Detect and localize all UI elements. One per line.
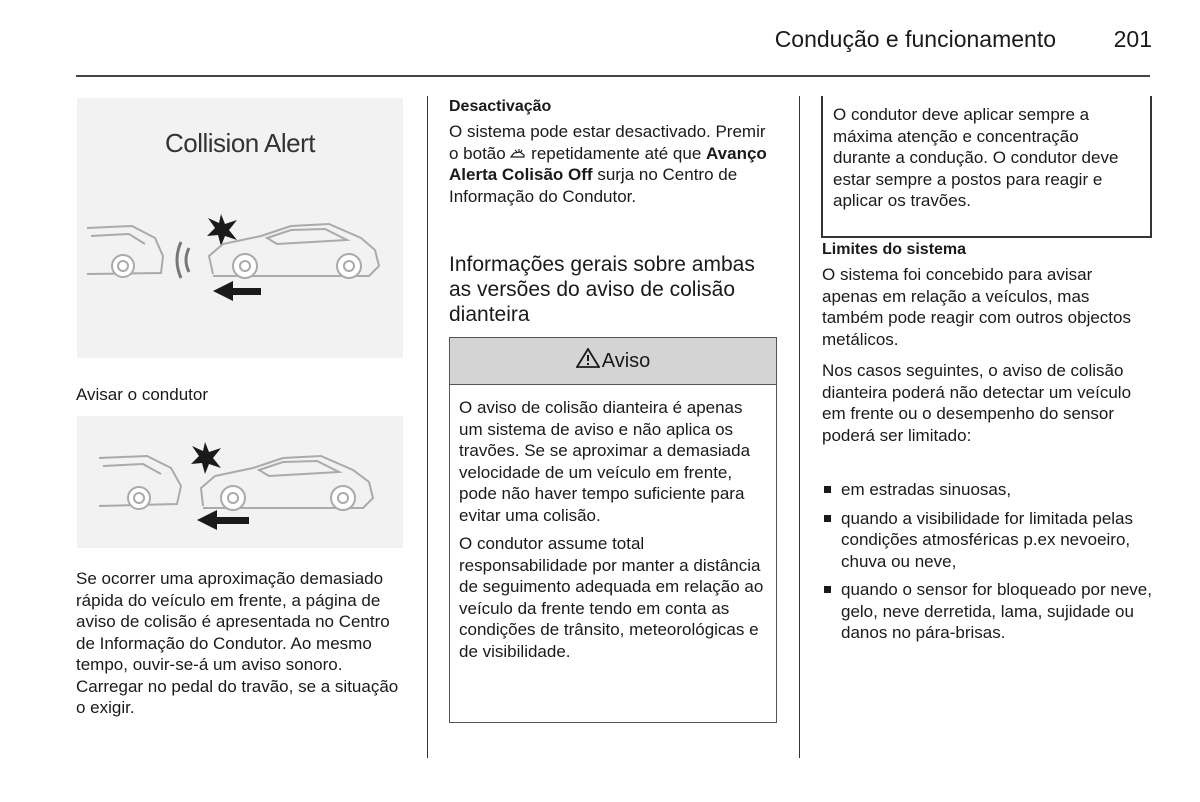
front-car-icon <box>201 456 373 510</box>
warn-driver-figure <box>77 416 403 548</box>
deactivation-paragraph <box>449 121 779 207</box>
collision-alert-figure <box>77 98 403 358</box>
column-divider-2 <box>799 96 800 758</box>
left-arrow-icon <box>213 281 261 301</box>
impact-star-icon <box>191 442 221 474</box>
subheading-system-limits: Limites do sistema <box>822 241 967 258</box>
list-item <box>822 508 1152 573</box>
subheading-warn-driver: Avisar o condutor <box>76 385 208 404</box>
warning-label: Aviso <box>601 349 651 372</box>
collision-alert-illustration <box>77 98 403 358</box>
warn-driver-illustration <box>77 416 403 548</box>
general-info-heading: Informações gerais sobre ambas as versões do aviso de colisão dianteira <box>449 253 755 326</box>
warning-box <box>449 337 777 723</box>
warning-triangle-icon <box>576 348 600 374</box>
list-item <box>822 579 1152 644</box>
system-limits-paragraph-1: O sistema foi concebido para avisar apenas em relação a veículos, mas também pode reagir com outros objectos metálicos. <box>822 265 1131 349</box>
attention-note-box <box>821 96 1152 238</box>
warning-paragraph-1: O aviso de colisão dianteira é apenas um sistema de aviso e não aplica os travões. Se se aproximar a demasiada velocidade de um veículo em frente, pode não haver tempo suficiente para evitar uma colisão. <box>459 398 751 525</box>
deactivation-text-3: surja no Centro de Informação do Condutor. <box>449 165 738 206</box>
deactivation-text-2: repetidamente até que <box>526 143 707 163</box>
deactivation-text-1: O sistema pode estar desactivado. Premir o botão <box>449 122 766 163</box>
subheading-deactivation: Desactivação <box>449 98 552 115</box>
front-car-icon <box>209 224 379 278</box>
rear-car-icon <box>99 456 181 509</box>
rear-car-icon <box>87 226 163 277</box>
warn-driver-paragraph: Se ocorrer uma aproximação demasiado rápida do veículo em frente, a página de aviso de colisão é apresentada no Centro de Informação do Condutor. Ao mesmo tempo, ouvir-se-á um aviso sonoro. Carregar no pedal do travão, se a situação o exigir. <box>76 569 399 717</box>
warning-body <box>450 385 776 662</box>
list-item-text: em estradas sinuosas, <box>841 480 1012 499</box>
warning-paragraph-2: O condutor assume total responsabilidade por manter a distância de seguimento adequada em relação ao veículo da frente tendo em conta as condições de trânsito, meteorológicas e de visibilidade. <box>459 534 764 661</box>
column-divider-1 <box>427 96 428 758</box>
figure-title: Collision Alert <box>164 128 315 158</box>
warning-header <box>450 338 776 385</box>
header-rule <box>76 75 1150 77</box>
limits-bullet-list <box>822 479 1152 651</box>
radar-waves-icon <box>177 242 189 278</box>
list-item <box>822 479 1152 501</box>
attention-note-text: O condutor deve aplicar sempre a máxima atenção e concentração durante a condução. O condutor deve estar sempre a postos para reagir e aplicar os travões. <box>833 105 1119 210</box>
system-limits-paragraph-2: Nos casos seguintes, o aviso de colisão dianteira poderá não detectar um veículo em frente ou o desempenho do sensor poderá ser limitado: <box>822 361 1132 445</box>
section-title: Condução e funcionamento <box>774 26 1056 52</box>
bullet-square-icon <box>824 515 831 522</box>
list-item-text: quando o sensor for bloqueado por neve, gelo, neve derretida, lama, sujidade ou danos no pára-brisas. <box>841 580 1152 642</box>
page-number: 201 <box>1113 26 1152 52</box>
left-arrow-icon <box>197 510 249 530</box>
collision-alert-button-icon <box>510 144 526 163</box>
bullet-square-icon <box>824 486 831 493</box>
list-item-text: quando a visibilidade for limitada pelas condições atmosféricas p.ex nevoeiro, chuva ou neve, <box>841 508 1134 571</box>
bullet-square-icon <box>824 586 831 593</box>
deactivation-menu-label: Avanço Alerta Colisão Off <box>449 143 767 184</box>
